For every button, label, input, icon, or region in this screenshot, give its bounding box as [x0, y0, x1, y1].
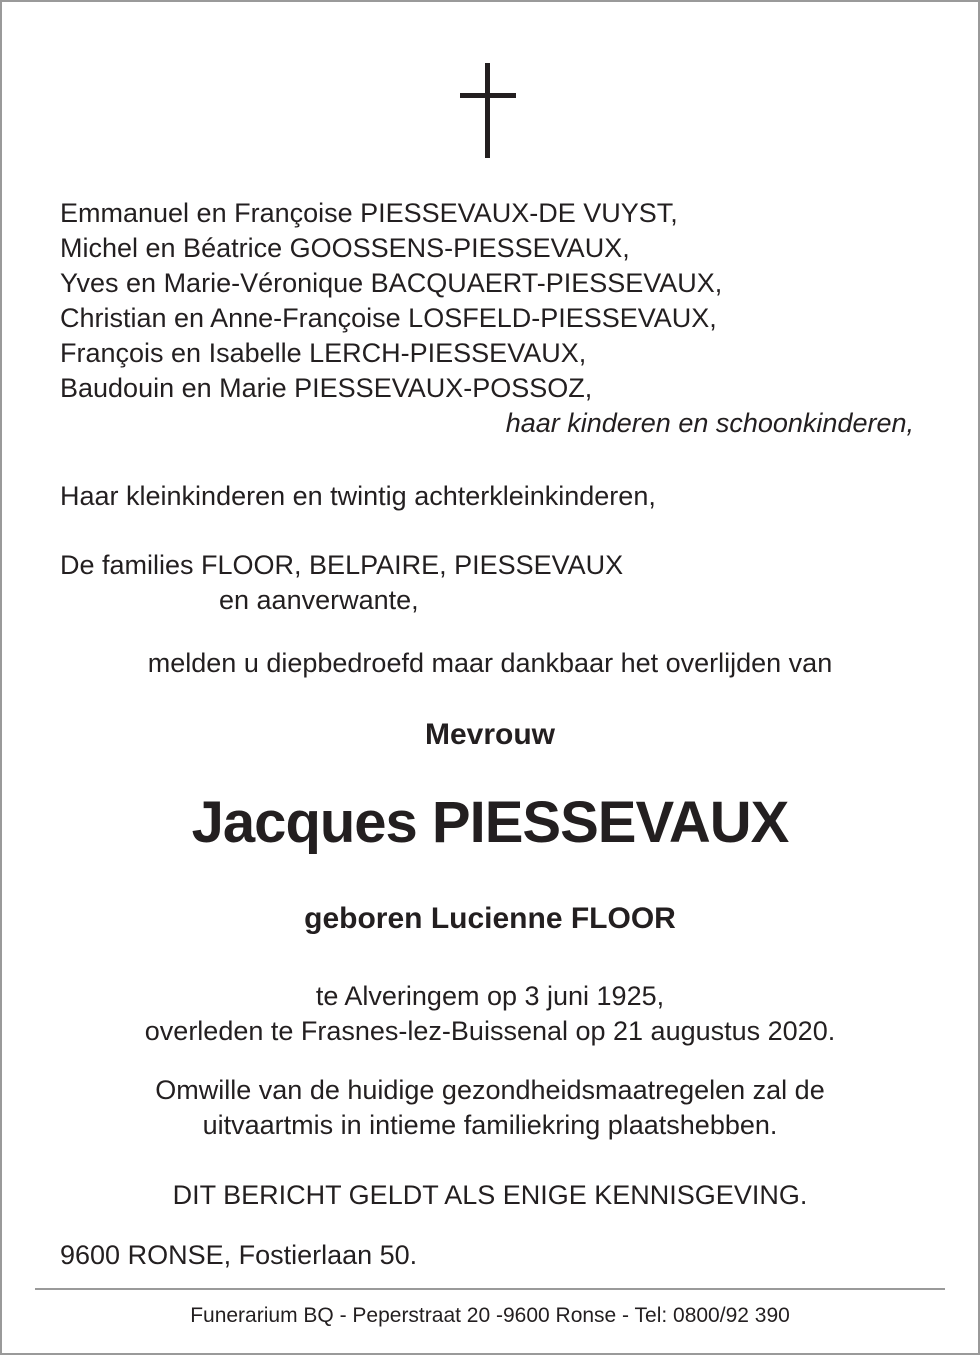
family-line: Baudouin en Marie PIESSEVAUX-POSSOZ, — [60, 373, 593, 403]
deceased-name: Jacques PIESSEVAUX — [191, 790, 789, 855]
address: 9600 RONSE, Fostierlaan 50. — [60, 1240, 418, 1270]
notice-line: Omwille van de huidige gezondheidsmaatregelen zal de — [155, 1075, 825, 1105]
birth-name: geboren Lucienne FLOOR — [304, 902, 676, 935]
official-notice: DIT BERICHT GELDT ALS ENIGE KENNISGEVING. — [172, 1180, 808, 1210]
families-line: De families FLOOR, BELPAIRE, PIESSEVAUX — [60, 550, 624, 580]
family-line: François en Isabelle LERCH-PIESSEVAUX, — [60, 338, 587, 368]
footer-text: Funerarium BQ - Peperstraat 20 -9600 Ronse - Tel: 0800/92 390 — [190, 1304, 790, 1327]
family-line: Michel en Béatrice GOOSSENS-PIESSEVAUX, — [60, 233, 630, 263]
grandchildren-line: Haar kleinkinderen en twintig achterkleinkinderen, — [60, 481, 656, 511]
birth-line: te Alveringem op 3 juni 1925, — [315, 981, 665, 1011]
announcement-text: melden u diepbedroefd maar dankbaar het overlijden van — [147, 648, 833, 678]
family-line: Emmanuel en Françoise PIESSEVAUX-DE VUYST, — [60, 198, 678, 228]
notice-line: uitvaartmis in intieme familiekring plaatshebben. — [202, 1110, 778, 1140]
relatives-line: en aanverwante, — [219, 585, 419, 615]
death-line: overleden te Frasnes-lez-Buissenal op 21 augustus 2020. — [144, 1016, 836, 1046]
relation-line: haar kinderen en schoonkinderen, — [505, 408, 914, 438]
salutation: Mevrouw — [424, 718, 556, 751]
family-line: Yves en Marie-Véronique BACQUAERT-PIESSEVAUX, — [60, 268, 723, 298]
family-line: Christian en Anne-Françoise LOSFELD-PIESSEVAUX, — [60, 303, 717, 333]
footer-divider — [35, 1288, 945, 1290]
family-list — [60, 196, 722, 406]
